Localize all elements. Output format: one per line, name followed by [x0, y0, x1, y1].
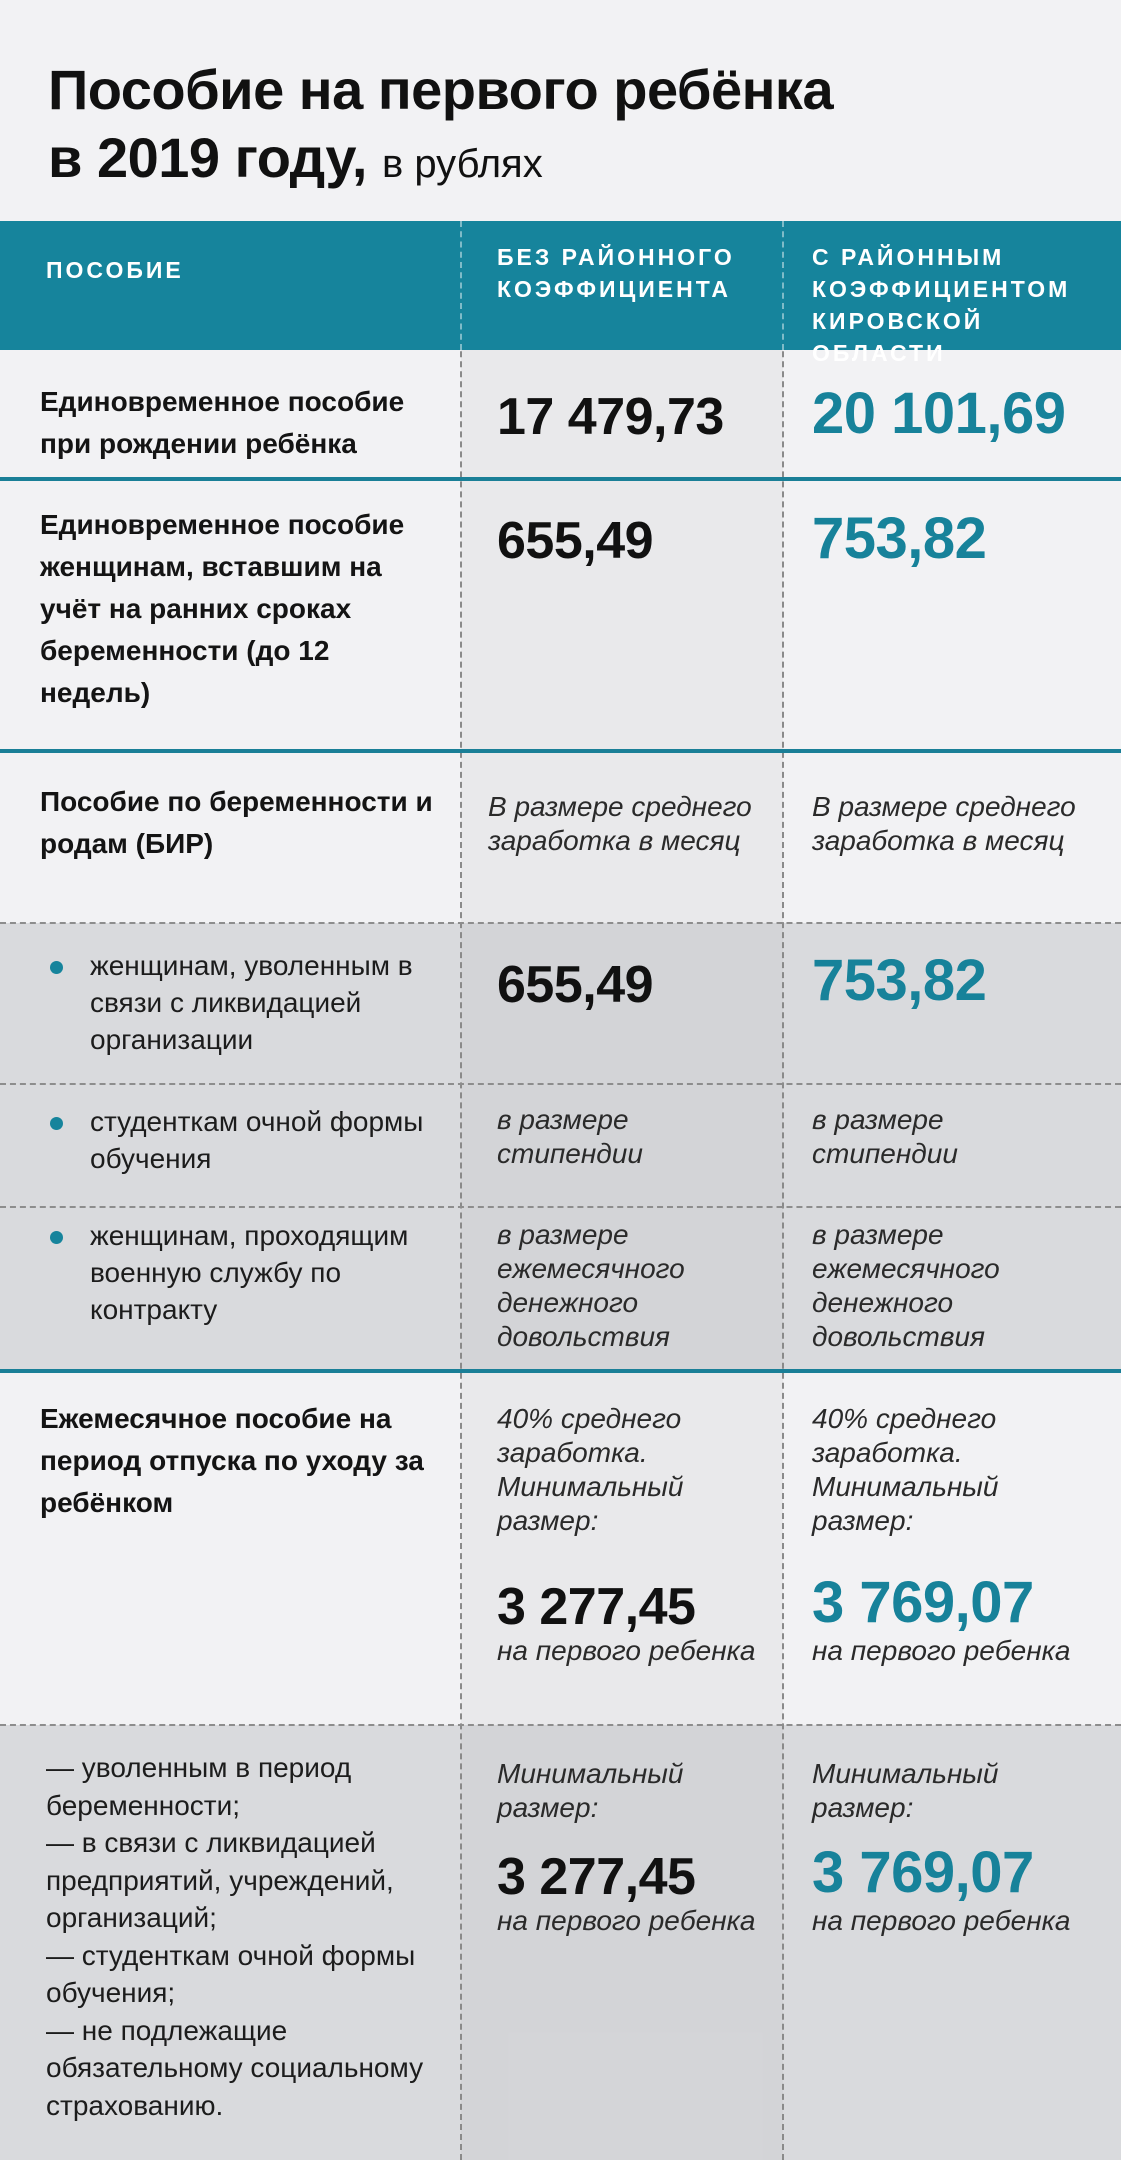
row-label-monthly: Ежемесячное пособие на период отпуска по уходу за ребёнком [40, 1403, 424, 1518]
column-divider [460, 221, 462, 2160]
bullet-icon [50, 961, 63, 974]
sub-dismissed-with: на первого ребенка [812, 1905, 1071, 1936]
value-dismissed-with: 3 769,07 [812, 1840, 1034, 1905]
value-military-with: в размере ежемесячного денежного довольствия [812, 1219, 1000, 1352]
row-separator [0, 1369, 1121, 1373]
row-label-liquidation: женщинам, уволенным в связи с ликвидацией организации [90, 950, 413, 1055]
row-label-birth: Единовременное пособие при рождении ребёнка [40, 386, 405, 459]
row-separator [0, 1083, 1121, 1085]
sub-monthly-with: на первого ребенка [812, 1635, 1071, 1666]
title-line-2 [48, 124, 1088, 198]
page-title [48, 56, 1088, 198]
row-separator [0, 1724, 1121, 1726]
bullet-icon [50, 1231, 63, 1244]
value-monthly-without: 3 277,45 [497, 1578, 696, 1636]
value-early-without: 655,49 [497, 512, 654, 570]
bullet-icon [50, 1117, 63, 1130]
note-monthly-without: 40% среднего заработка. Минимальный размер: [497, 1403, 684, 1536]
row-separator [0, 477, 1121, 481]
value-bir-without: В размере среднего заработка в месяц [488, 791, 752, 856]
header-with-coefficient: С РАЙОННЫМ КОЭФФИЦИЕНТОМ КИРОВСКОЙ ОБЛАСТИ [812, 244, 1071, 366]
row-label-students: студенткам очной формы обучения [90, 1106, 424, 1174]
header-benefit: ПОСОБИЕ [46, 257, 184, 283]
value-dismissed-without: 3 277,45 [497, 1848, 696, 1906]
note-monthly-with: 40% среднего заработка. Минимальный размер: [812, 1403, 999, 1536]
value-liquidation-without: 655,49 [497, 956, 654, 1014]
row-separator [0, 1206, 1121, 1208]
row-label-bir: Пособие по беременности и родам (БИР) [40, 786, 433, 859]
value-birth-with: 20 101,69 [812, 381, 1066, 446]
note-dismissed-without: Минимальный размер: [497, 1758, 684, 1823]
note-dismissed-with: Минимальный размер: [812, 1758, 999, 1823]
title-units: в рублях [381, 142, 543, 186]
title-year: в 2019 году, [48, 126, 367, 189]
row-label-military: женщинам, проходящим военную службу по контракту [90, 1220, 409, 1325]
value-military-without: в размере ежемесячного денежного довольствия [497, 1219, 685, 1352]
row-separator [0, 922, 1121, 924]
value-students-without: в размере стипендии [497, 1104, 643, 1169]
benefits-table [0, 221, 1121, 2160]
title-line-1: Пособие на первого ребёнка [48, 58, 834, 121]
value-students-with: в размере стипендии [812, 1104, 958, 1169]
value-bir-with: В размере среднего заработка в месяц [812, 791, 1076, 856]
table-header [0, 221, 1121, 366]
header-without-coefficient: БЕЗ РАЙОННОГО КОЭФФИЦИЕНТА [497, 244, 735, 302]
row-separator [0, 749, 1121, 753]
sub-monthly-without: на первого ребенка [497, 1635, 756, 1666]
column-divider [782, 221, 784, 2160]
value-monthly-with: 3 769,07 [812, 1570, 1034, 1635]
value-liquidation-with: 753,82 [812, 948, 987, 1013]
sub-dismissed-without: на первого ребенка [497, 1905, 756, 1936]
row-label-early: Единовременное пособие женщинам, вставшим на учёт на ранних сроках беременности (до 12 недель) [40, 509, 405, 708]
value-birth-without: 17 479,73 [497, 388, 724, 446]
value-early-with: 753,82 [812, 506, 987, 571]
row-label-dismissed: — уволенным в период беременности; — в связи с ликвидацией предприятий, учреждений, организаций; — студенткам очной формы обучения; — не подлежащие обязательному социальному страхованию. [46, 1752, 424, 2121]
